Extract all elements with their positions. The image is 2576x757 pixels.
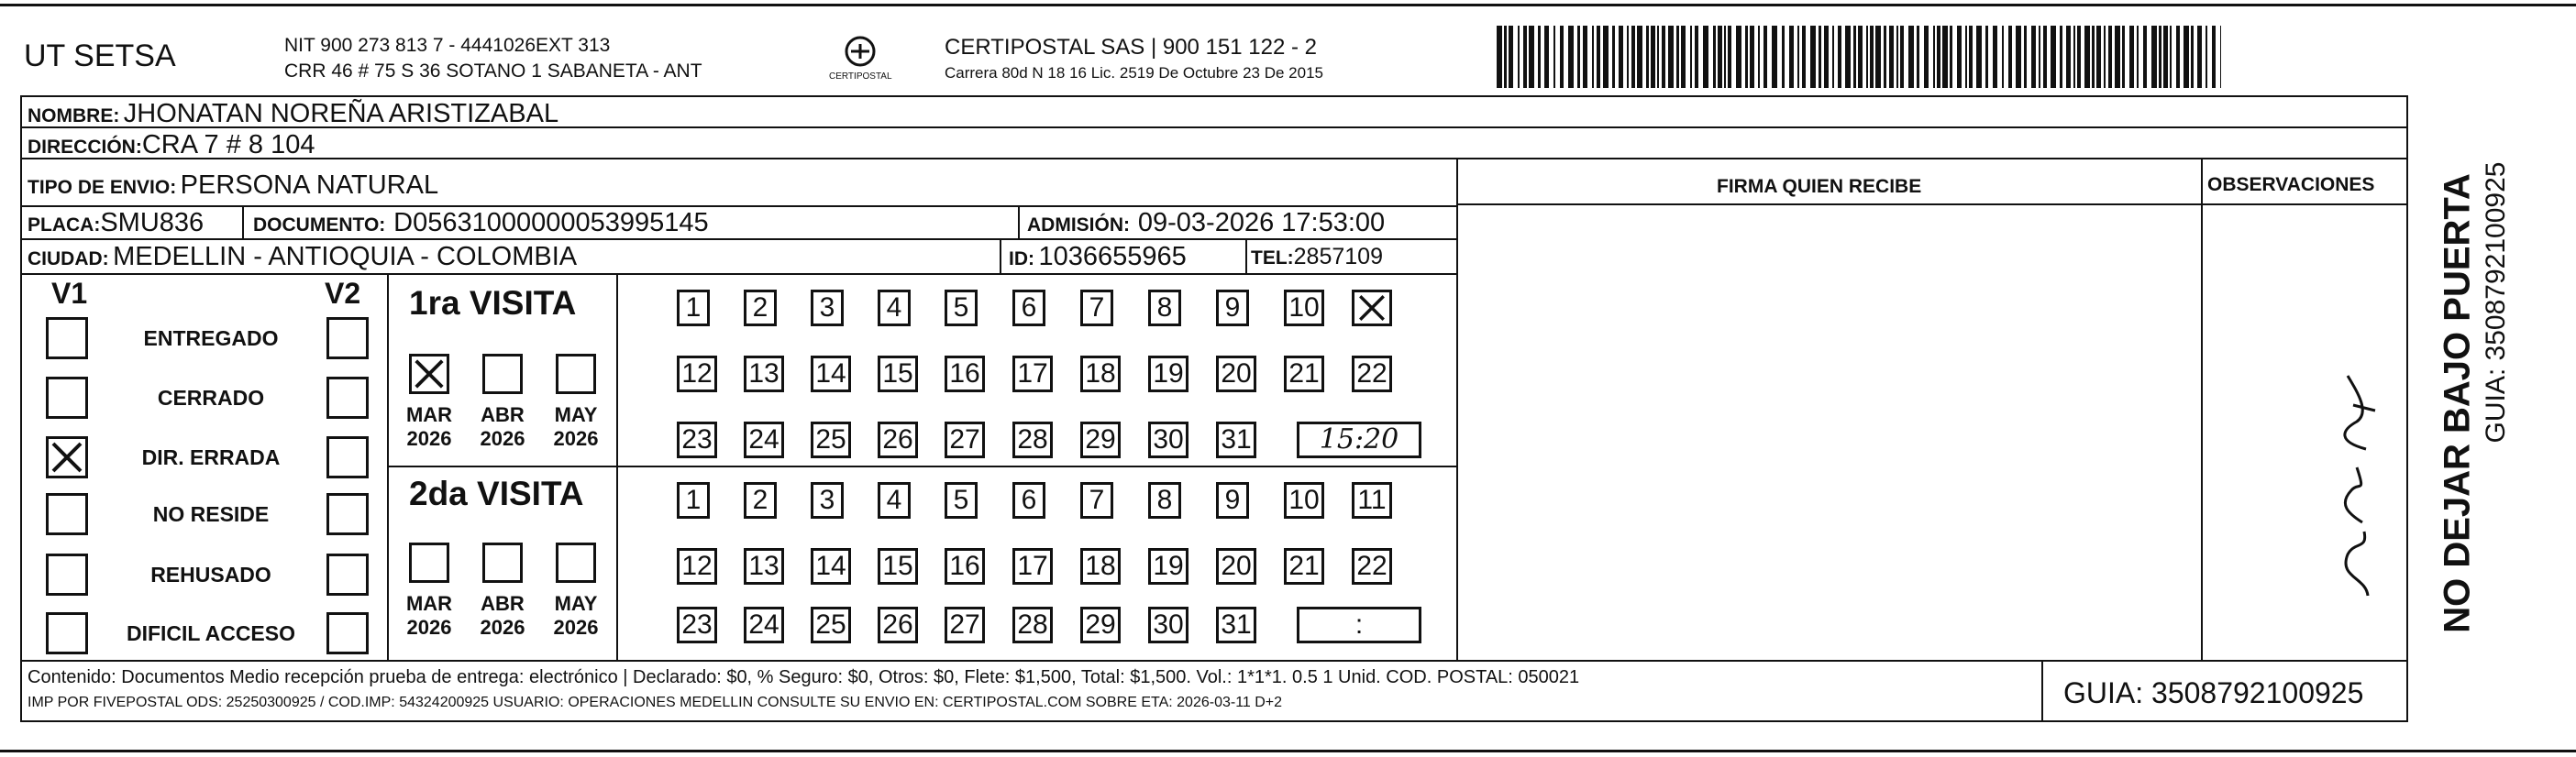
- barcode-bar: [2096, 26, 2101, 88]
- v1-checkbox[interactable]: [46, 377, 88, 419]
- check-mark-icon: [49, 439, 85, 476]
- barcode-bar: [1870, 26, 1874, 88]
- rule-visit-split: [387, 466, 1456, 467]
- barcode-bar: [1568, 26, 1574, 88]
- barcode-bar: [1504, 26, 1507, 88]
- barcode-bar: [1924, 26, 1929, 88]
- ciudad-label: CIUDAD:: [28, 248, 109, 269]
- direccion-value: CRA 7 # 8 104: [141, 130, 315, 159]
- day-box[interactable]: 20: [1216, 548, 1256, 585]
- check-mark-icon: [1354, 292, 1389, 324]
- admision-field: [1027, 208, 1385, 238]
- day-box[interactable]: 5: [945, 482, 978, 519]
- barcode-bar: [1631, 26, 1635, 88]
- rule-sig: [1456, 203, 2408, 205]
- month-checkbox[interactable]: [409, 543, 449, 583]
- v1-checkbox[interactable]: [46, 612, 88, 654]
- barcode-bar: [1937, 26, 1940, 88]
- carrier-line: CERTIPOSTAL SAS | 900 151 122 - 2: [945, 35, 1317, 60]
- barcode-bar: [1713, 26, 1716, 88]
- v1-checkbox[interactable]: [46, 317, 88, 359]
- barcode-bar: [1802, 26, 1806, 88]
- v2-checkbox[interactable]: [326, 554, 369, 596]
- rule-tel: [1245, 238, 1247, 273]
- day-box[interactable]: 31: [1216, 422, 1256, 458]
- day-box[interactable]: 14: [811, 356, 851, 392]
- barcode-bar: [2031, 26, 2036, 88]
- day-box[interactable]: 10: [1284, 482, 1324, 519]
- barcode-bar: [1900, 26, 1904, 88]
- rule-row4: [20, 238, 1456, 240]
- day-box[interactable]: 28: [1012, 422, 1053, 458]
- barcode-bar: [2043, 26, 2047, 88]
- barcode-bar: [2002, 26, 2004, 88]
- handwritten-note: [2311, 357, 2384, 614]
- barcode-bar: [1523, 26, 1527, 88]
- barcode-bar: [2212, 26, 2216, 88]
- barcode-bar: [1724, 26, 1726, 88]
- day-box[interactable]: 4: [878, 290, 911, 326]
- barcode-bar: [2163, 26, 2168, 88]
- day-box[interactable]: 27: [945, 607, 985, 643]
- v1-label: V1: [51, 277, 88, 310]
- day-box[interactable]: 1: [677, 290, 710, 326]
- day-box[interactable]: 26: [878, 422, 918, 458]
- month-year: 2026: [406, 616, 452, 639]
- barcode-bar: [1497, 26, 1502, 88]
- tel-field: [1251, 244, 1383, 270]
- day-box[interactable]: 3: [811, 482, 844, 519]
- day-box[interactable]: 20: [1216, 356, 1256, 392]
- barcode-bar: [1758, 26, 1760, 88]
- barcode-bar: [1646, 26, 1649, 88]
- barcode-bar: [1985, 26, 1988, 88]
- day-box[interactable]: 17: [1012, 356, 1053, 392]
- rule-id: [1000, 238, 1001, 273]
- barcode-bar: [1917, 26, 1919, 88]
- time-box[interactable]: 15:20: [1297, 422, 1421, 458]
- barcode-bar: [1728, 26, 1731, 88]
- barcode-bar: [2084, 26, 2090, 88]
- barcode-bar: [2159, 26, 2161, 88]
- barcode-bar: [1597, 26, 1600, 88]
- month-name: MAY: [554, 403, 598, 426]
- month-checkbox[interactable]: [482, 354, 523, 394]
- barcode-bar: [2104, 26, 2106, 88]
- footer-print-info: IMP POR FIVEPOSTAL ODS: 25250300925 / COD.IMP: 54324200925 USUARIO: OPERACIONES MEDELLIN CONSULTE SU ENVIO EN: CERTIPOSTAL.COM SOBRE ETA: 2026-03-11 D+2: [28, 695, 1283, 710]
- barcode-bar: [1772, 26, 1777, 88]
- barcode-bar: [2060, 26, 2062, 88]
- barcode-bar: [1736, 26, 1741, 88]
- placa-label: PLACA:: [28, 214, 101, 236]
- rule-placa: [242, 205, 244, 238]
- barcode-bar: [1538, 26, 1541, 88]
- rule-sig-left: [1456, 158, 1458, 660]
- barcode-bar: [2137, 26, 2139, 88]
- handwriting-icon: [2311, 357, 2384, 614]
- day-box[interactable]: 28: [1012, 607, 1053, 643]
- month-name: ABR: [481, 403, 525, 426]
- day-box[interactable]: 9: [1216, 290, 1249, 326]
- placa-field: [28, 208, 204, 238]
- barcode-bar: [1509, 26, 1513, 88]
- day-box[interactable]: 8: [1148, 290, 1181, 326]
- direccion-field: [28, 130, 315, 160]
- day-box[interactable]: 22: [1352, 548, 1392, 585]
- barcode-bar: [2073, 26, 2075, 88]
- barcode-bar: [2039, 26, 2040, 88]
- day-box[interactable]: 31: [1216, 607, 1256, 643]
- v1-checkbox[interactable]: [46, 436, 88, 478]
- v2-checkbox[interactable]: [326, 377, 369, 419]
- documento-value: D05631000000053995145: [393, 208, 709, 237]
- nombre-field: [28, 99, 558, 129]
- barcode-bar: [1603, 26, 1609, 88]
- status-label: CERRADO: [157, 386, 265, 410]
- barcode-bar: [1703, 26, 1708, 88]
- barcode-bar: [1838, 26, 1841, 88]
- day-box[interactable]: 5: [945, 290, 978, 326]
- barcode-bar: [1824, 26, 1829, 88]
- barcode-bar: [1797, 26, 1799, 88]
- barcode-bar: [1957, 26, 1962, 88]
- frame-top: [20, 95, 2408, 97]
- barcode-bar: [1832, 26, 1834, 88]
- month-year: 2026: [406, 427, 452, 450]
- day-box[interactable]: 25: [811, 422, 851, 458]
- day-box[interactable]: 2: [744, 290, 777, 326]
- barcode-bar: [1612, 26, 1615, 88]
- ciudad-field: [28, 242, 577, 272]
- status-label: DIR. ERRADA: [141, 445, 281, 469]
- day-box[interactable]: 25: [811, 607, 851, 643]
- side-notice: NO DEJAR BAJO PUERTA: [2437, 173, 2478, 633]
- day-box[interactable]: 16: [945, 356, 985, 392]
- status-label: NO RESIDE: [152, 502, 270, 526]
- bottom-border: [0, 750, 2576, 752]
- barcode-bar: [1884, 26, 1886, 88]
- id-label: ID:: [1009, 248, 1034, 269]
- month-year: 2026: [553, 427, 599, 450]
- month-year: 2026: [480, 616, 525, 639]
- barcode-bar: [1845, 26, 1851, 88]
- observaciones-header: OBSERVACIONES: [2207, 174, 2375, 195]
- barcode-icon: [1497, 26, 2226, 88]
- barcode-bar: [1950, 26, 1952, 88]
- tel-label: TEL:: [1251, 247, 1294, 269]
- month-checkbox[interactable]: [556, 543, 596, 583]
- barcode-bar: [1577, 26, 1580, 88]
- rule-guia: [2041, 660, 2043, 720]
- day-box[interactable]: 1: [677, 482, 710, 519]
- month-checkbox[interactable]: [556, 354, 596, 394]
- barcode-bar: [2170, 26, 2172, 88]
- top-border: [0, 4, 2576, 6]
- barcode-bar: [2151, 26, 2157, 88]
- nit-line: NIT 900 273 813 7 - 4441026EXT 313: [284, 35, 611, 56]
- admision-label: ADMISIÓN:: [1027, 214, 1130, 236]
- day-box[interactable]: 18: [1080, 356, 1121, 392]
- barcode-bar: [2077, 26, 2081, 88]
- day-box[interactable]: 13: [744, 548, 784, 585]
- barcode-bar: [1651, 26, 1655, 88]
- barcode-bar: [2184, 26, 2189, 88]
- day-box[interactable]: 12: [677, 356, 717, 392]
- barcode-bar: [1782, 26, 1785, 88]
- day-box[interactable]: 14: [811, 548, 851, 585]
- barcode-bar: [1637, 26, 1642, 88]
- nombre-label: NOMBRE:: [28, 105, 120, 126]
- day-box[interactable]: 24: [744, 422, 784, 458]
- barcode-bar: [1619, 26, 1623, 88]
- day-box[interactable]: 19: [1148, 548, 1188, 585]
- month-checkbox[interactable]: [482, 543, 523, 583]
- barcode-bar: [2129, 26, 2134, 88]
- day-box[interactable]: 18: [1080, 548, 1121, 585]
- barcode-bar: [2016, 26, 2021, 88]
- second-visit-title: 2da VISITA: [409, 475, 584, 512]
- side-guia: GUIA: 3508792100925: [2481, 161, 2511, 444]
- day-box[interactable]: 7: [1080, 482, 1113, 519]
- barcode-bar: [2051, 26, 2056, 88]
- time-box[interactable]: :: [1297, 607, 1421, 643]
- day-box[interactable]: 21: [1284, 548, 1324, 585]
- day-box[interactable]: 16: [945, 548, 985, 585]
- day-box[interactable]: 8: [1148, 482, 1181, 519]
- barcode-bar: [1889, 26, 1894, 88]
- barcode-bar: [1858, 26, 1863, 88]
- day-box[interactable]: 17: [1012, 548, 1053, 585]
- day-box[interactable]: 21: [1284, 356, 1324, 392]
- barcode-bar: [1763, 26, 1767, 88]
- v2-checkbox[interactable]: [326, 612, 369, 654]
- logo-text: CERTIPOSTAL: [829, 71, 892, 82]
- day-box[interactable]: 13: [744, 356, 784, 392]
- status-label: REHUSADO: [150, 563, 271, 587]
- barcode-bar: [1942, 26, 1948, 88]
- barcode-bar: [2008, 26, 2012, 88]
- barcode: [1497, 26, 2226, 88]
- id-value: 1036655965: [1038, 242, 1187, 271]
- barcode-bar: [1518, 26, 1520, 88]
- nombre-value: JHONATAN NOREÑA ARISTIZABAL: [123, 99, 559, 128]
- month-name: MAY: [554, 592, 598, 615]
- barcode-bar: [1976, 26, 1982, 88]
- barcode-bar: [2115, 26, 2120, 88]
- barcode-bar: [1529, 26, 1534, 88]
- carrier-logo: [827, 33, 893, 88]
- barcode-bar: [1695, 26, 1698, 88]
- barcode-bar: [1676, 26, 1679, 88]
- barcode-bar: [1896, 26, 1898, 88]
- month-label: [548, 403, 603, 451]
- rule-footer: [20, 660, 2408, 662]
- barcode-bar: [1681, 26, 1686, 88]
- day-box[interactable]: 6: [1012, 290, 1045, 326]
- barcode-bar: [1853, 26, 1856, 88]
- tel-value: 2857109: [1293, 244, 1383, 269]
- barcode-bar: [1875, 26, 1881, 88]
- day-box[interactable]: 15: [878, 548, 918, 585]
- day-box[interactable]: 11: [1352, 482, 1392, 519]
- v1-checkbox[interactable]: [46, 493, 88, 535]
- barcode-bar: [1965, 26, 1967, 88]
- barcode-bar: [1592, 26, 1594, 88]
- barcode-bar: [1690, 26, 1692, 88]
- direccion-label: DIRECCIÓN:: [28, 137, 142, 158]
- barcode-bar: [2191, 26, 2194, 88]
- barcode-bar: [1908, 26, 1914, 88]
- day-box[interactable]: 26: [878, 607, 918, 643]
- barcode-bar: [1583, 26, 1587, 88]
- barcode-bar: [2122, 26, 2125, 88]
- rule-obs-left: [2201, 158, 2203, 660]
- day-box[interactable]: 22: [1352, 356, 1392, 392]
- ciudad-value: MEDELLIN - ANTIOQUIA - COLOMBIA: [113, 242, 578, 271]
- frame-left: [20, 95, 22, 722]
- day-box[interactable]: 10: [1284, 290, 1324, 326]
- barcode-bar: [2197, 26, 2202, 88]
- v2-label: V2: [325, 277, 361, 310]
- day-box[interactable]: 15: [878, 356, 918, 392]
- documento-label: DOCUMENTO:: [253, 214, 386, 236]
- barcode-bar: [2066, 26, 2071, 88]
- barcode-bar: [1718, 26, 1722, 88]
- admision-value: 09-03-2026 17:53:00: [1137, 208, 1386, 237]
- day-box[interactable]: 29: [1080, 607, 1121, 643]
- firma-header: FIRMA QUIEN RECIBE: [1717, 176, 1922, 197]
- tipo-label: TIPO DE ENVIO:: [28, 177, 177, 198]
- status-label: ENTREGADO: [143, 326, 279, 350]
- day-box[interactable]: 29: [1080, 422, 1121, 458]
- barcode-bar: [1668, 26, 1674, 88]
- day-box[interactable]: 23: [677, 422, 717, 458]
- barcode-bar: [1969, 26, 1973, 88]
- day-box[interactable]: 7: [1080, 290, 1113, 326]
- barcode-bar: [1933, 26, 1935, 88]
- v2-checkbox[interactable]: [326, 436, 369, 478]
- barcode-bar: [1745, 26, 1748, 88]
- barcode-bar: [1819, 26, 1821, 88]
- rule-row5: [20, 273, 1456, 275]
- day-box[interactable]: 30: [1148, 607, 1188, 643]
- documento-field: [253, 208, 709, 238]
- barcode-bar: [1993, 26, 1997, 88]
- day-box[interactable]: [1352, 290, 1392, 326]
- v1-checkbox[interactable]: [46, 554, 88, 596]
- id-field: [1009, 242, 1187, 272]
- tipo-value: PERSONA NATURAL: [180, 170, 439, 200]
- month-checkbox[interactable]: [409, 354, 449, 394]
- company-name: UT SETSA: [24, 38, 176, 73]
- day-box[interactable]: 30: [1148, 422, 1188, 458]
- barcode-bar: [2108, 26, 2112, 88]
- barcode-bar: [1657, 26, 1659, 88]
- day-box[interactable]: 9: [1216, 482, 1249, 519]
- day-box[interactable]: 2: [744, 482, 777, 519]
- barcode-bar: [1544, 26, 1549, 88]
- month-name: MAR: [405, 592, 453, 615]
- barcode-bar: [1750, 26, 1754, 88]
- month-name: MAR: [405, 403, 453, 426]
- barcode-bar: [2220, 26, 2221, 88]
- barcode-bar: [1662, 26, 1665, 88]
- day-box[interactable]: 19: [1148, 356, 1188, 392]
- rule-row2: [20, 158, 2408, 159]
- footer-content: Contenido: Documentos Medio recepción prueba de entrega: electrónico | Declarado: $0, % Seguro: $0, Otros: $0, Flete: $1,500, Total: $1,500. Vol.: 1*1*1. 0.5 1 Unid. COD. POSTAL: 050021: [28, 667, 1580, 687]
- barcode-bar: [1810, 26, 1816, 88]
- month-label: [475, 403, 530, 451]
- month-label: [402, 592, 457, 640]
- barcode-bar: [2143, 26, 2147, 88]
- month-label: [475, 592, 530, 640]
- month-label: [402, 403, 457, 451]
- footer-guia: GUIA: 3508792100925: [2063, 676, 2364, 709]
- barcode-bar: [1627, 26, 1629, 88]
- sender-address: CRR 46 # 75 S 36 SOTANO 1 SABANETA - ANT: [284, 60, 702, 82]
- barcode-bar: [1560, 26, 1564, 88]
- frame-right: [2406, 95, 2408, 722]
- rule-admision: [1018, 205, 1020, 238]
- frame-bottom: [20, 720, 2408, 722]
- v2-checkbox[interactable]: [326, 317, 369, 359]
- barcode-bar: [1789, 26, 1794, 88]
- month-year: 2026: [480, 427, 525, 450]
- rule-row3: [20, 205, 1456, 207]
- day-box[interactable]: 24: [744, 607, 784, 643]
- day-box[interactable]: 23: [677, 607, 717, 643]
- day-box[interactable]: 6: [1012, 482, 1045, 519]
- month-name: ABR: [481, 592, 525, 615]
- month-label: [548, 592, 603, 640]
- day-box[interactable]: 12: [677, 548, 717, 585]
- barcode-bar: [2024, 26, 2027, 88]
- check-mark-icon: [412, 357, 447, 391]
- barcode-bar: [2176, 26, 2180, 88]
- barcode-bar: [1553, 26, 1555, 88]
- first-visit-title: 1ra VISITA: [409, 284, 577, 322]
- v2-checkbox[interactable]: [326, 493, 369, 535]
- day-box[interactable]: 3: [811, 290, 844, 326]
- month-year: 2026: [553, 616, 599, 639]
- barcode-bar: [2206, 26, 2207, 88]
- barcode-bar: [1866, 26, 1868, 88]
- day-box[interactable]: 4: [878, 482, 911, 519]
- tipo-field: [28, 170, 438, 201]
- day-box[interactable]: 27: [945, 422, 985, 458]
- status-label: DIFICIL ACCESO: [126, 621, 295, 645]
- placa-value: SMU836: [100, 208, 205, 237]
- carrier-license: Carrera 80d N 18 16 Lic. 2519 De Octubre 23 De 2015: [945, 64, 1323, 82]
- barcode-bar: [2092, 26, 2095, 88]
